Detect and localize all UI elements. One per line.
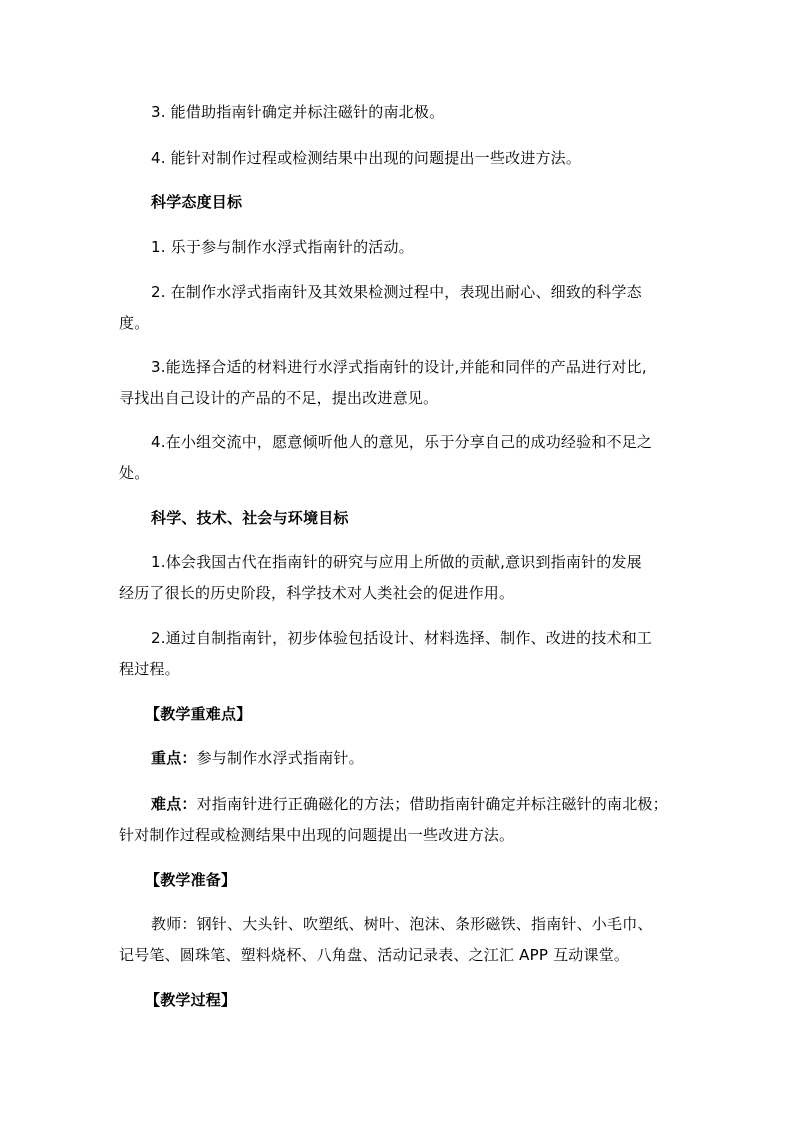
attitude-4-line2: 处。 [119,464,150,482]
heading-attitude-goals: 科学态度目标 [151,193,243,211]
attitude-2-line2: 度。 [119,314,150,332]
sts-2-line1: 2.通过自制指南针，初步体验包括设计、材料选择、制作、改进的技术和工 [151,629,653,647]
key-point [151,748,364,768]
objective-4: 4. 能针对制作过程或检测结果中出现的问题提出一些改进方法。 [151,149,582,167]
sts-1-line2: 经历了很长的历史阶段，科学技术对人类社会的促进作用。 [119,584,515,602]
heading-key-difficult: 【教学重难点】 [145,705,252,723]
objective-3: 3. 能借助指南针确定并标注磁针的南北极。 [151,103,445,121]
attitude-2-line1: 2. 在制作水浮式指南针及其效果检测过程中，表现出耐心、细致的科学态 [151,283,642,301]
key-point-text: 参与制作水浮式指南针。 [196,749,364,767]
difficult-point-text: 对指南针进行正确磁化的方法；借助指南针确定并标注磁针的南北极； [196,795,668,813]
attitude-3-line1: 3.能选择合适的材料进行水浮式指南针的设计,并能和同伴的产品进行对比, [151,358,647,376]
preparation-line1: 教师：钢针、大头针、吹塑纸、树叶、泡沫、条形磁铁、指南针、小毛巾、 [151,915,653,933]
attitude-3-line2: 寻找出自己设计的产品的不足，提出改进意见。 [119,389,439,407]
difficult-point-label: 难点： [151,795,197,813]
difficult-point-line1 [151,794,668,814]
heading-sts-goals: 科学、技术、社会与环境目标 [151,509,349,527]
sts-2-line2: 程过程。 [119,660,180,678]
difficult-point-line2: 针对制作过程或检测结果中出现的问题提出一些改进方法。 [119,826,515,844]
sts-1-line1: 1.体会我国古代在指南针的研究与应用上所做的贡献,意识到指南针的发展 [151,553,642,571]
preparation-line2: 记号笔、圆珠笔、塑料烧杯、八角盘、活动记录表、之江汇 APP 互动课堂。 [119,946,630,964]
heading-process: 【教学过程】 [145,991,237,1009]
attitude-4-line1: 4.在小组交流中，愿意倾听他人的意见，乐于分享自己的成功经验和不足之 [151,433,653,451]
attitude-1: 1. 乐于参与制作水浮式指南针的活动。 [151,238,414,256]
heading-preparation: 【教学准备】 [145,871,237,889]
key-point-label: 重点： [151,749,197,767]
